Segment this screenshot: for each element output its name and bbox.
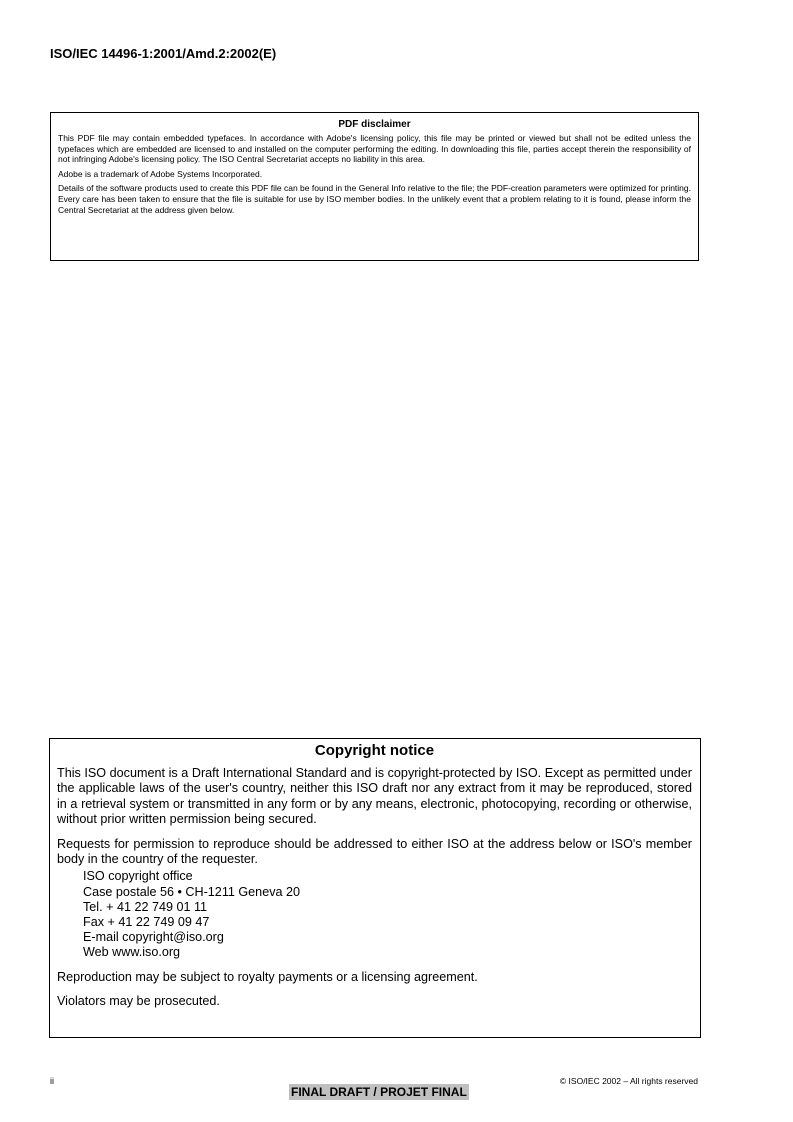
address-line: Case postale 56 • CH-1211 Geneva 20 xyxy=(83,884,301,899)
iso-copyright-office-address xyxy=(83,869,692,960)
address-line: Web www.iso.org xyxy=(83,945,181,960)
pdf-disclaimer-title: PDF disclaimer xyxy=(338,119,411,130)
copyright-paragraph: Reproduction may be subject to royalty payments or a licensing agreement. xyxy=(57,969,478,984)
footer-copyright: © ISO/IEC 2002 – All rights reserved xyxy=(559,1076,698,1086)
address-line: Tel. + 41 22 749 01 11 xyxy=(83,899,208,914)
page-number: ii xyxy=(50,1076,54,1086)
copyright-notice-box xyxy=(49,738,701,1038)
disclaimer-paragraph: This PDF file may contain embedded typefaces. In accordance with Adobe's licensing policy, this file may be printed or viewed but shall not be edited unless the typefaces which are embedded are licensed to and installed on the computer performing the editing. In downloading this file, parties accept therein the responsibility of not infringing Adobe's licensing policy. The ISO Central Secretariat accepts no liability in this area. xyxy=(58,133,691,165)
copyright-paragraph: Requests for permission to reproduce should be addressed to either ISO at the address below or ISO's member body in the country of the requester. xyxy=(57,836,692,867)
disclaimer-paragraph: Details of the software products used to create this PDF file can be found in the General Info relative to the file; the PDF-creation parameters were optimized for printing. Every care has been taken to ensure that the file is suitable for use by ISO member bodies. In the unlikely event that a problem relating to it is found, please inform the Central Secretariat at the address given below. xyxy=(58,183,691,215)
disclaimer-paragraph: Adobe is a trademark of Adobe Systems Incorporated. xyxy=(58,168,263,179)
copyright-paragraph: Violators may be prosecuted. xyxy=(57,994,220,1009)
address-line: Fax + 41 22 749 09 47 xyxy=(83,915,210,930)
pdf-disclaimer-box xyxy=(50,112,699,261)
address-line: E-mail copyright@iso.org xyxy=(83,930,224,945)
copyright-notice-title: Copyright notice xyxy=(314,742,435,759)
final-draft-label: FINAL DRAFT / PROJET FINAL xyxy=(291,1085,467,1099)
address-line: ISO copyright office xyxy=(83,869,193,884)
document-id-header: ISO/IEC 14496-1:2001/Amd.2:2002(E) xyxy=(50,46,277,61)
copyright-paragraph: This ISO document is a Draft International Standard and is copyright-protected by ISO. Except as permitted under the applicable laws of the user's country, neither this ISO draft nor any extract from it may be reproduced, stored in a retrieval system or transmitted in any form or by any means, electronic, photocopying, recording or otherwise, without prior written permission being secured. xyxy=(57,766,692,827)
